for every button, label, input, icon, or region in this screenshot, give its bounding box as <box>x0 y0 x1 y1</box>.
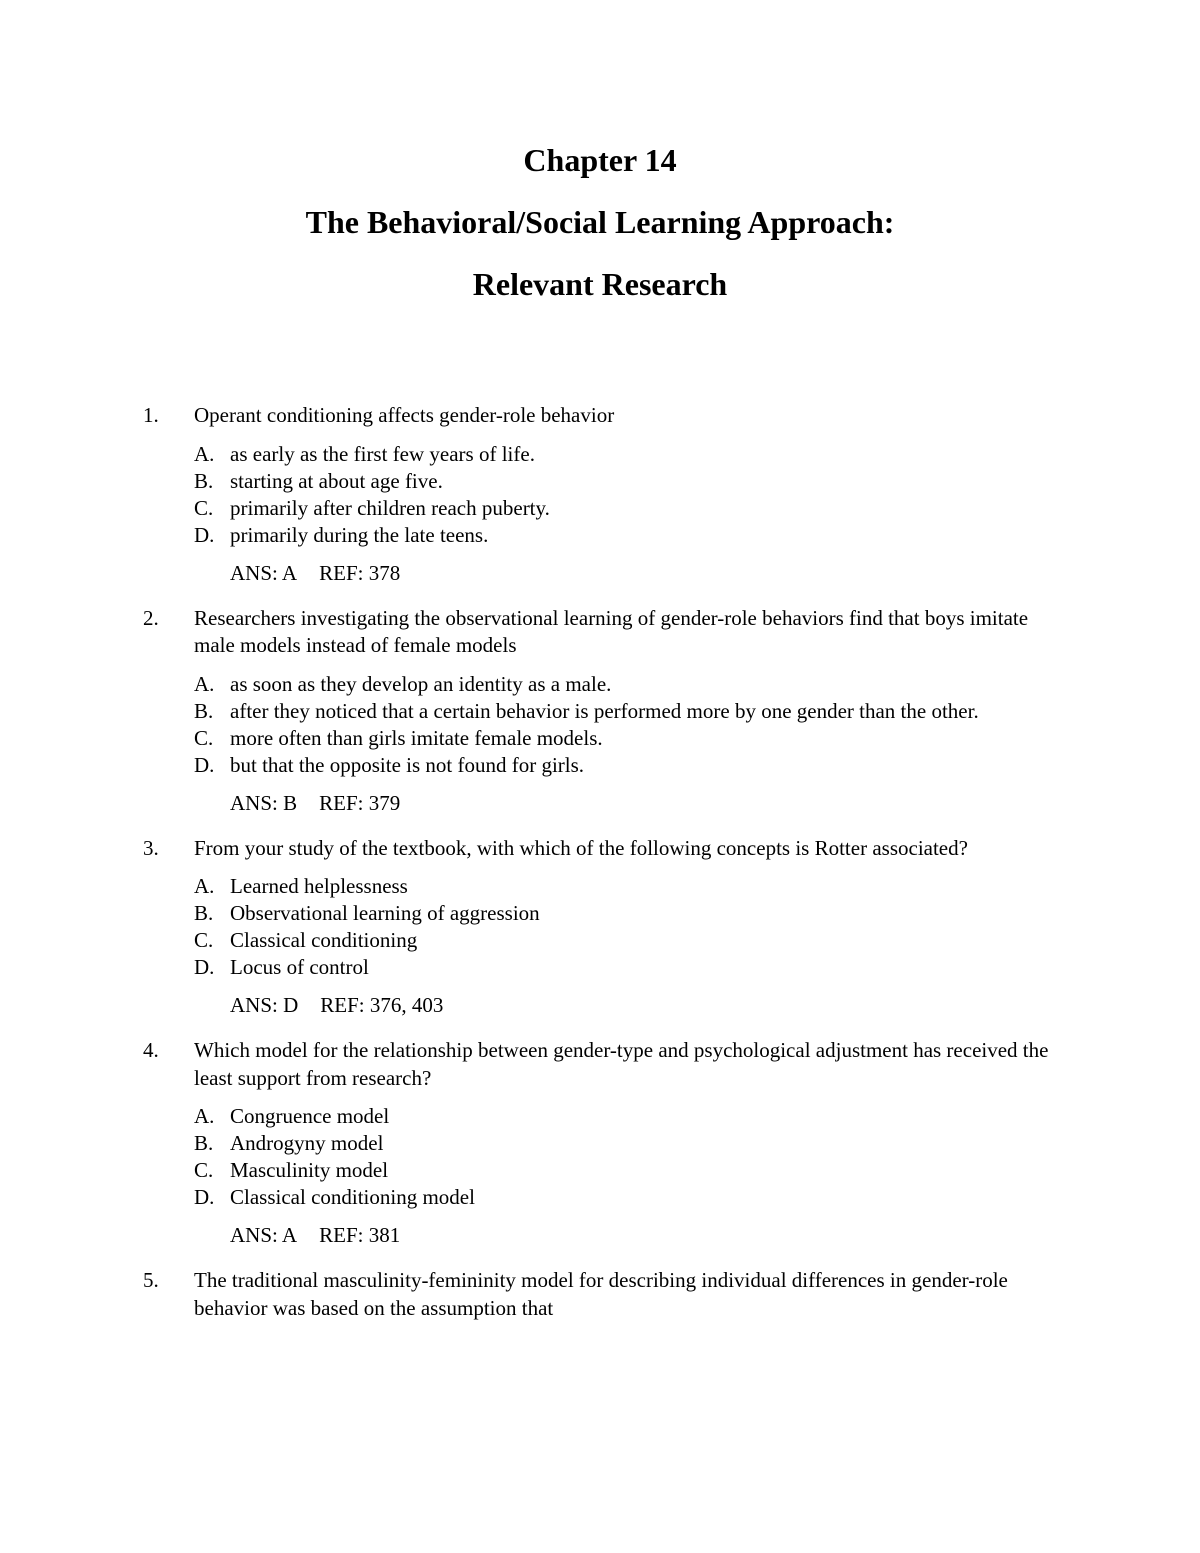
option-text: primarily after children reach puberty. <box>230 495 550 520</box>
question-list <box>143 402 1073 1340</box>
question-1 <box>143 402 1073 587</box>
option-label: B. <box>194 468 214 493</box>
option-label: C. <box>194 725 214 750</box>
answer-key: ANS: D <box>230 993 299 1017</box>
page-reference: REF: 378 <box>319 560 401 585</box>
answer-line <box>230 560 1073 587</box>
question-5 <box>143 1267 1073 1322</box>
option-label: D. <box>194 955 215 979</box>
option-a <box>194 1103 1073 1130</box>
option-d <box>194 522 1073 549</box>
answer-line <box>230 992 1073 1019</box>
question-number: 1. <box>143 403 159 427</box>
question-text: Which model for the relationship between gender-type and psychological adjustment has received the least support from research? <box>194 1038 1049 1090</box>
option-a <box>194 671 1073 698</box>
question-3 <box>143 835 1073 1020</box>
question-text: Operant conditioning affects gender-role behavior <box>194 403 615 427</box>
question-number: 3. <box>143 835 159 860</box>
option-label: B. <box>194 1131 214 1155</box>
option-label: D. <box>194 522 215 547</box>
option-text: starting at about age five. <box>230 468 443 493</box>
option-label: C. <box>194 1158 214 1182</box>
option-label: A. <box>194 671 215 696</box>
option-list <box>194 671 1073 779</box>
answer-key: ANS: A <box>230 560 298 585</box>
question-text: Researchers investigating the observational learning of gender-role behaviors find that boys imitate male models instead of female models <box>194 605 1029 657</box>
question-4 <box>143 1037 1073 1249</box>
question-text: The traditional masculinity-femininity model for describing individual differences in gender-role behavior was based on the assumption that <box>194 1268 1008 1320</box>
option-list <box>194 441 1073 549</box>
page-reference: REF: 381 <box>319 1223 401 1247</box>
question-2 <box>143 605 1073 817</box>
option-text: but that the opposite is not found for girls. <box>230 752 585 777</box>
question-stem <box>143 1037 1073 1092</box>
option-label: B. <box>194 901 214 925</box>
option-d <box>194 954 1073 981</box>
option-label: D. <box>194 752 215 777</box>
option-label: A. <box>194 874 215 898</box>
option-b <box>194 900 1073 927</box>
option-c <box>194 725 1073 752</box>
option-label: A. <box>194 1104 215 1128</box>
option-label: A. <box>194 441 215 466</box>
option-label: C. <box>194 928 214 952</box>
option-text: Congruence model <box>230 1104 390 1128</box>
option-text: Androgyny model <box>230 1131 384 1155</box>
page-reference: REF: 379 <box>319 790 401 815</box>
option-b <box>194 698 1073 725</box>
answer-line <box>230 790 1073 817</box>
option-b <box>194 1130 1073 1157</box>
option-text: Observational learning of aggression <box>230 901 540 925</box>
answer-key: ANS: A <box>230 1223 298 1247</box>
option-text: Learned helplessness <box>230 874 408 898</box>
question-number: 2. <box>143 605 159 630</box>
page-reference: REF: 376, 403 <box>320 993 444 1017</box>
option-text: Classical conditioning model <box>230 1185 475 1209</box>
option-a <box>194 873 1073 900</box>
option-text: after they noticed that a certain behavior is performed more by one gender than the other. <box>230 698 979 723</box>
option-text: more often than girls imitate female models. <box>230 725 603 750</box>
chapter-heading: Chapter 14 <box>523 142 677 178</box>
option-d <box>194 1184 1073 1211</box>
chapter-title-line-1: The Behavioral/Social Learning Approach: <box>305 204 895 240</box>
option-text: as early as the first few years of life. <box>230 441 535 466</box>
option-text: Classical conditioning <box>230 928 418 952</box>
option-label: B. <box>194 698 214 723</box>
option-c <box>194 927 1073 954</box>
option-label: C. <box>194 495 214 520</box>
title-block <box>0 140 1200 326</box>
answer-line <box>230 1222 1073 1249</box>
chapter-title-line-2: Relevant Research <box>472 266 728 302</box>
option-text: Masculinity model <box>230 1158 389 1182</box>
question-number: 5. <box>143 1268 159 1292</box>
option-list <box>194 873 1073 981</box>
question-stem <box>143 835 1073 863</box>
option-list <box>194 1103 1073 1211</box>
question-stem <box>143 402 1073 430</box>
question-stem <box>143 1267 1073 1322</box>
option-text: as soon as they develop an identity as a male. <box>230 671 612 696</box>
option-a <box>194 441 1073 468</box>
option-label: D. <box>194 1185 215 1209</box>
question-stem <box>143 605 1073 660</box>
answer-key: ANS: B <box>230 790 298 815</box>
option-b <box>194 468 1073 495</box>
option-c <box>194 495 1073 522</box>
option-text: Locus of control <box>230 955 369 979</box>
option-text: primarily during the late teens. <box>230 522 489 547</box>
question-text: From your study of the textbook, with which of the following concepts is Rotter associated? <box>194 835 968 860</box>
option-c <box>194 1157 1073 1184</box>
question-number: 4. <box>143 1038 159 1062</box>
option-d <box>194 752 1073 779</box>
